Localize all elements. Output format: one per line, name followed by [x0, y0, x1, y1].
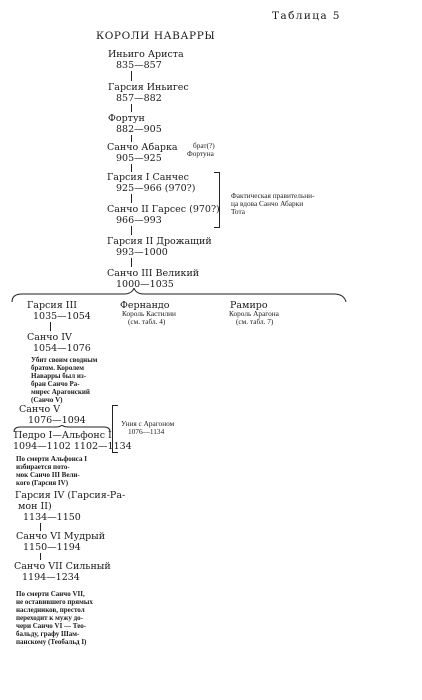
killed-note: (Санчо V) — [31, 396, 63, 404]
son-name: Рамиро — [230, 300, 268, 311]
union-note: Уния с Арагоном — [121, 419, 175, 428]
king-years: 857—882 — [116, 93, 162, 104]
lineage-line — [131, 71, 132, 81]
king-name: Гарсия Иньигес — [108, 82, 189, 93]
killed-note: мирес Арагонский — [31, 388, 90, 396]
king-years: 1000—1035 — [116, 279, 174, 290]
lineage-line — [131, 226, 132, 235]
king-name: Иньиго Ариста — [108, 49, 184, 60]
king-name: Санчо Абарка — [107, 142, 178, 153]
king-name: Фортун — [108, 113, 145, 124]
union-years: 1076—1134 — [128, 427, 165, 436]
king-name: Гарсия IV (Гарсия-Ра- — [15, 490, 126, 501]
sancho-vii-death-note: переходит к мужу до- — [16, 614, 83, 622]
killed-note: бран Санчо Ра- — [31, 380, 80, 388]
sancho-vii-death-note: панскому (Теобальд I) — [16, 638, 87, 646]
king-years: 1150—1194 — [23, 542, 81, 553]
regent-note: ца вдова Санчо Абарки — [231, 199, 304, 208]
king-name: Санчо IV — [27, 332, 72, 343]
sancho-vii-death-note: не оставившего прямых — [16, 598, 93, 606]
king-name: Педро I—Альфонс I — [14, 430, 112, 441]
king-years: 1134—1150 — [23, 512, 81, 523]
king-name: мон II) — [18, 501, 52, 512]
sancho-vii-death-note: бальду, графу Шам- — [16, 630, 80, 638]
alfonso-death-note: мок Санчо III Вели- — [16, 471, 80, 479]
king-years: 1094—1102 1102—1134 — [13, 441, 132, 452]
sancho-vii-death-note: наследников, престол — [16, 606, 85, 614]
son-title: Король Кастилии — [122, 309, 176, 318]
page-title: КОРОЛИ НАВАРРЫ — [96, 30, 216, 42]
alfonso-death-note: По смерти Альфонса I — [16, 455, 87, 463]
king-years: 1194—1234 — [22, 572, 80, 583]
king-name: Санчо II Гарсес (970?) — [107, 204, 220, 215]
son-ref: (см. табл. 4) — [128, 317, 166, 326]
lineage-line — [131, 104, 132, 112]
brother-note: брат(?) — [193, 141, 215, 150]
king-years: 1035—1054 — [33, 311, 91, 322]
king-years: 905—925 — [116, 153, 162, 164]
sancho-vii-death-note: По смерти Санчо VII, — [16, 590, 85, 598]
king-name: Санчо VI Мудрый — [16, 531, 106, 542]
king-name: Санчо III Великий — [107, 268, 200, 279]
alfonso-death-note: кого (Гарсия IV) — [16, 479, 69, 487]
killed-note: братом. Королем — [31, 364, 85, 372]
brother-note: Фортуна — [187, 149, 214, 158]
killed-note: Убит своим сводным — [31, 356, 98, 364]
alfonso-death-note: избирается пото- — [16, 463, 70, 471]
king-name: Гарсия II Дрожащий — [107, 236, 212, 247]
regent-note: Тота — [231, 207, 245, 216]
king-years: 993—1000 — [116, 247, 168, 258]
killed-note: Наварры был из- — [31, 372, 87, 380]
lineage-line — [40, 523, 41, 531]
king-name: Гарсия I Санчес — [107, 172, 189, 183]
king-years: 925—966 (970?) — [116, 183, 196, 194]
union-brace — [112, 405, 118, 453]
regent-note: Фактическая правительни- — [231, 191, 315, 200]
table-label: Таблица 5 — [272, 10, 341, 22]
king-years: 835—857 — [116, 60, 162, 71]
king-years: 966—993 — [116, 215, 162, 226]
son-ref: (см. табл. 7) — [236, 317, 274, 326]
son-name: Фернандо — [120, 300, 170, 311]
sancho-vii-death-note: чери Санчо VI — Тео- — [16, 622, 87, 630]
king-years: 882—905 — [116, 124, 162, 135]
lineage-line — [40, 553, 41, 560]
lineage-line — [131, 194, 132, 203]
regent-brace — [214, 172, 220, 228]
king-name: Гарсия III — [27, 300, 77, 311]
lineage-line — [131, 164, 132, 172]
lineage-line — [131, 258, 132, 267]
lineage-line — [131, 135, 132, 142]
king-name: Санчо V — [19, 404, 61, 415]
king-years: 1054—1076 — [33, 343, 91, 354]
son-title: Король Арагона — [229, 309, 279, 318]
king-years: 1076—1094 — [28, 415, 86, 426]
king-name: Санчо VII Сильный — [14, 561, 111, 572]
lineage-line — [50, 322, 51, 331]
